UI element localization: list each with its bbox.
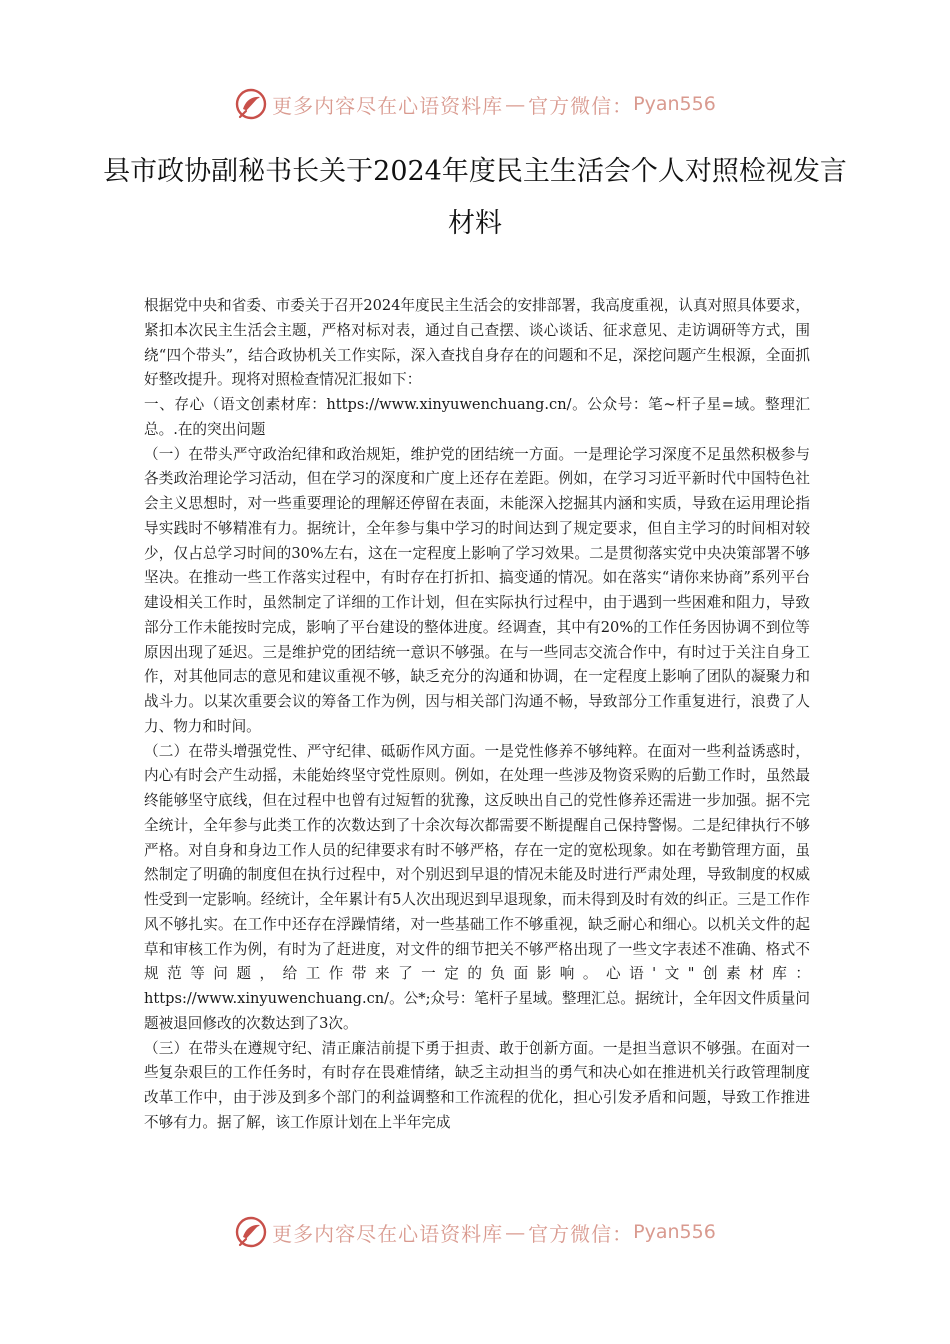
banner-text: 更多内容尽在心语资料库 xyxy=(272,1221,504,1246)
document-body xyxy=(144,294,810,1136)
banner-label: 官方微信： xyxy=(528,1221,634,1246)
footer-banner xyxy=(0,1212,950,1252)
banner-separator: — xyxy=(505,1220,527,1244)
paragraph-item-1: （一）在带头严守政治纪律和政治规矩，维护党的团结统一方面。一是理论学习深度不足虽然积极参与各类政治理论学习活动，但在学习的深度和广度上还存在差距。例如，在学习习近平新时代中国特色社会主义思想时，对一些重要理论的理解还停留在表面，未能深入挖掘其内涵和实质，导致在运用理论指导实践时不够精准有力。据统计，全年参与集中学习的时间达到了规定要求，但自主学习的时间相对较少，仅占总学习时间的30%左右，这在一定程度上影响了学习效果。二是贯彻落实党中央决策部署不够坚决。在推动一些工作落实过程中，有时存在打折扣、搞变通的情况。如在落实“请你来协商”系列平台建设相关工作时，虽然制定了详细的工作计划，但在实际执行过程中，由于遇到一些困难和阻力，导致部分工作未能按时完成，影响了平台建设的整体进度。经调查，其中有20%的工作任务因协调不到位等原因出现了延迟。三是维护党的团结统一意识不够强。在与一些同志交流合作中，有时过于关注自身工作，对其他同志的意见和建议重视不够，缺乏充分的沟通和协调，在一定程度上影响了团队的凝聚力和战斗力。以某次重要会议的筹备工作为例，因与相关部门沟通不畅，导致部分工作重复进行，浪费了人力、物力和时间。 xyxy=(144,445,810,735)
paragraph-section-heading: 一、存心（语文创素材库：https://www.xinyuwenchuang.cn/。公众号：笔~杆子星=域。整理汇总。.在的突出问题 xyxy=(144,396,810,438)
banner-handle: Pyan556 xyxy=(633,93,716,115)
paragraph-item-2: （二）在带头增强党性、严守纪律、砥砺作风方面。一是党性修养不够纯粹。在面对一些利益诱惑时，内心有时会产生动摇，未能始终坚守党性原则。例如，在处理一些涉及物资采购的后勤工作时，虽然最终能够坚守底线，但在过程中也曾有过短暂的犹豫，这反映出自己的党性修养还需进一步加强。据不完全统计，全年参与此类工作的次数达到了十余次每次都需要不断提醒自己保持警惕。二是纪律执行不够严格。对自身和身边工作人员的纪律要求有时不够严格，存在一定的宽松现象。如在考勤管理方面，虽然制定了明确的制度但在执行过程中，对个别迟到早退的情况未能及时进行严肃处理，导致制度的权威性受到一定影响。经统计，全年累计有5人次出现迟到早退现象，而未得到及时有效的纠正。三是工作作风不够扎实。在工作中还存在浮躁情绪，对一些基础工作不够重视，缺乏耐心和细心。以机关文件的起草和审核工作为例，有时为了赶进度，对文件的细节把关不够严格出现了一些文字表述不准确、格式不规范等问题，给工作带来了一定的负面影响。心语'文"创素材库：https://www.xinyuwenchuang.cn/。公*;众号：笔杆子星域。整理汇总。据统计，全年因文件质量问题被退回修改的次数达到了3次。 xyxy=(144,742,811,1032)
banner-handle: Pyan556 xyxy=(633,1221,716,1243)
banner-separator: — xyxy=(505,92,527,116)
paragraph-intro: 根据党中央和省委、市委关于召开2024年度民主生活会的安排部署，我高度重视，认真对照具体要求，紧扣本次民主生活会主题，严格对标对表，通过自己查摆、谈心谈话、征求意见、走访调研等方式，围绕“四个带头”，结合政协机关工作实际，深入查找自身存在的问题和不足，深挖问题产生根源，全面抓好整改提升。现将对照检查情况汇报如下： xyxy=(144,297,810,389)
quill-logo-icon xyxy=(234,87,268,121)
banner-text: 更多内容尽在心语资料库 xyxy=(272,93,504,118)
quill-logo-icon xyxy=(234,1215,268,1249)
banner-label: 官方微信： xyxy=(528,93,634,118)
document-title: 县市政协副秘书长关于2024年度民主生活会个人对照检视发言材料 xyxy=(103,156,847,239)
header-banner xyxy=(0,84,950,124)
paragraph-item-3: （三）在带头在遵规守纪、清正廉洁前提下勇于担责、敢于创新方面。一是担当意识不够强。在面对一些复杂艰巨的工作任务时，有时存在畏难情绪，缺乏主动担当的勇气和决心如在推进机关行政管理制度改革工作中，由于涉及到多个部门的利益调整和工作流程的优化，担心引发矛盾和问题，导致工作推进不够有力。据了解，该工作原计划在上半年完成 xyxy=(144,1039,810,1131)
